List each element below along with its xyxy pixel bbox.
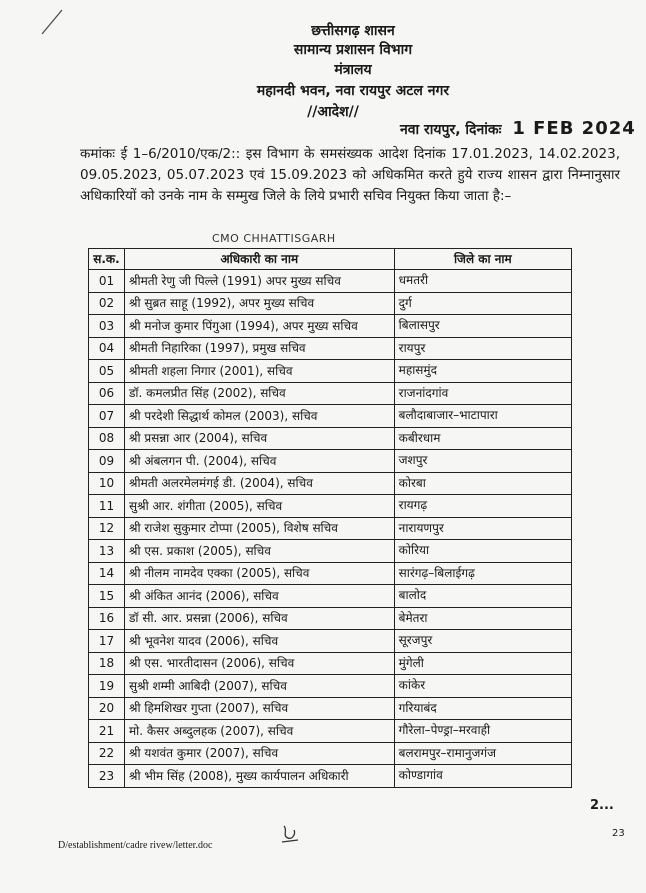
- officer-name-cell: सुश्री शम्मी आबिदी (2007), सचिव: [124, 675, 394, 698]
- serial-cell: 10: [89, 472, 125, 495]
- header-address: महानदी भवन, नवा रायपुर अटल नगर: [256, 83, 450, 99]
- header-government: छत्तीसगढ़ शासन: [311, 23, 395, 39]
- page-number: 23: [612, 828, 625, 839]
- serial-cell: 05: [89, 360, 125, 383]
- serial-cell: 06: [89, 382, 125, 405]
- district-cell: कोण्डागांव: [394, 765, 571, 788]
- watermark-text: CMO CHHATTISGARH: [212, 232, 336, 245]
- serial-cell: 12: [89, 517, 125, 540]
- serial-cell: 17: [89, 630, 125, 653]
- serial-cell: 23: [89, 765, 125, 788]
- table-row: [89, 427, 572, 450]
- table-row: [89, 337, 572, 360]
- officer-name-cell: श्रीमती अलरमेलमंगई डी. (2004), सचिव: [124, 472, 394, 495]
- officer-name-cell: श्रीमती निहारिका (1997), प्रमुख सचिव: [124, 337, 394, 360]
- serial-cell: 14: [89, 562, 125, 585]
- table-header-row: [89, 249, 572, 270]
- officer-name-cell: श्री मनोज कुमार पिंगुआ (1994), अपर मुख्य सचिव: [124, 315, 394, 338]
- district-cell: बेमेतरा: [394, 607, 571, 630]
- district-cell: बिलासपुर: [394, 315, 571, 338]
- order-body: [80, 144, 620, 207]
- serial-cell: 21: [89, 720, 125, 743]
- date-label: नवा रायपुर, दिनांकः: [400, 122, 502, 138]
- officer-name-cell: श्री एस. भारतीदासन (2006), सचिव: [124, 652, 394, 675]
- table-row: [89, 382, 572, 405]
- district-cell: मुंगेली: [394, 652, 571, 675]
- officer-name-cell: श्री भीम सिंह (2008), मुख्य कार्यपालन अधिकारी: [124, 765, 394, 788]
- table-row: [89, 562, 572, 585]
- serial-cell: 18: [89, 652, 125, 675]
- officer-name-cell: श्री प्रसन्ना आर (2004), सचिव: [124, 427, 394, 450]
- district-cell: गौरेला–पेण्ड्रा–मरवाही: [394, 720, 571, 743]
- serial-cell: 02: [89, 292, 125, 315]
- officer-name-cell: डॉ. कमलप्रीत सिंह (2002), सचिव: [124, 382, 394, 405]
- footer-file-path: D/establishment/cadre rivew/letter.doc: [58, 840, 213, 851]
- district-cell: कोरबा: [394, 472, 571, 495]
- table-row: [89, 292, 572, 315]
- officers-table: [88, 248, 572, 788]
- table-row: [89, 765, 572, 788]
- table-row: [89, 607, 572, 630]
- date-line: [400, 118, 636, 139]
- district-cell: दुर्ग: [394, 292, 571, 315]
- officer-name-cell: श्री सुब्रत साहू (1992), अपर मुख्य सचिव: [124, 292, 394, 315]
- table-row: [89, 742, 572, 765]
- header-officer-name: अधिकारी का नाम: [124, 249, 394, 270]
- district-cell: बलौदाबाजार–भाटापारा: [394, 405, 571, 428]
- serial-cell: 07: [89, 405, 125, 428]
- officer-name-cell: श्रीमती शहला निगार (2001), सचिव: [124, 360, 394, 383]
- table-row: [89, 270, 572, 293]
- table-body: [89, 270, 572, 788]
- district-cell: सारंगढ़–बिलाईगढ़: [394, 562, 571, 585]
- header-order-title: //आदेश//: [307, 104, 359, 120]
- district-cell: नारायणपुर: [394, 517, 571, 540]
- table-row: [89, 585, 572, 608]
- officer-name-cell: श्री एस. प्रकाश (2005), सचिव: [124, 540, 394, 563]
- officer-name-cell: डॉ सी. आर. प्रसन्ना (2006), सचिव: [124, 607, 394, 630]
- district-cell: रायगढ़: [394, 495, 571, 518]
- district-cell: गरियाबंद: [394, 697, 571, 720]
- table-row: [89, 517, 572, 540]
- serial-cell: 22: [89, 742, 125, 765]
- officer-name-cell: सुश्री आर. शंगीता (2005), सचिव: [124, 495, 394, 518]
- header-department: सामान्य प्रशासन विभाग: [293, 42, 413, 58]
- officer-name-cell: श्री यशवंत कुमार (2007), सचिव: [124, 742, 394, 765]
- header-serial: स.क.: [89, 249, 125, 270]
- serial-cell: 11: [89, 495, 125, 518]
- initials-signature-icon: [278, 822, 302, 846]
- serial-cell: 13: [89, 540, 125, 563]
- table-row: [89, 405, 572, 428]
- district-cell: जशपुर: [394, 450, 571, 473]
- table-row: [89, 472, 572, 495]
- serial-cell: 20: [89, 697, 125, 720]
- serial-cell: 19: [89, 675, 125, 698]
- order-paragraph: कमांकः ई 1–6/2010/एक/2:: इस विभाग के समसंख्यक आदेश दिनांक 17.01.2023, 14.02.2023, 09.05.2023, 05.07.2023 एवं 15.09.2023 को अधिकमित करते हुये राज्य शासन द्वारा निम्नानुसार अधिकारियों को उनके नाम के सम्मुख जिले के लिये प्रभारी सचिव नियुक्त किया जाता है:–: [80, 146, 620, 204]
- table-row: [89, 450, 572, 473]
- district-cell: महासमुंद: [394, 360, 571, 383]
- district-cell: कोरिया: [394, 540, 571, 563]
- officer-name-cell: मो. कैसर अब्दुलहक (2007), सचिव: [124, 720, 394, 743]
- officer-name-cell: श्री भूवनेश यादव (2006), सचिव: [124, 630, 394, 653]
- table-row: [89, 540, 572, 563]
- district-cell: बलरामपुर–रामानुजगंज: [394, 742, 571, 765]
- officer-name-cell: श्रीमती रेणु जी पिल्ले (1991) अपर मुख्य सचिव: [124, 270, 394, 293]
- header-district-name: जिले का नाम: [394, 249, 571, 270]
- serial-cell: 01: [89, 270, 125, 293]
- date-stamp: 1 FEB 2024: [512, 118, 636, 139]
- officer-name-cell: श्री परदेशी सिद्धार्थ कोमल (2003), सचिव: [124, 405, 394, 428]
- serial-cell: 15: [89, 585, 125, 608]
- continued-marker: 2...: [590, 798, 614, 813]
- table-row: [89, 697, 572, 720]
- serial-cell: 04: [89, 337, 125, 360]
- table-row: [89, 630, 572, 653]
- district-cell: रायपुर: [394, 337, 571, 360]
- officer-name-cell: श्री नीलम नामदेव एक्का (2005), सचिव: [124, 562, 394, 585]
- officer-name-cell: श्री अंबलगन पी. (2004), सचिव: [124, 450, 394, 473]
- district-cell: राजनांदगांव: [394, 382, 571, 405]
- district-cell: सूरजपुर: [394, 630, 571, 653]
- table-row: [89, 675, 572, 698]
- district-cell: बालोद: [394, 585, 571, 608]
- table-row: [89, 720, 572, 743]
- table-row: [89, 315, 572, 338]
- serial-cell: 16: [89, 607, 125, 630]
- officer-name-cell: श्री हिमशिखर गुप्ता (2007), सचिव: [124, 697, 394, 720]
- district-cell: धमतरी: [394, 270, 571, 293]
- serial-cell: 03: [89, 315, 125, 338]
- officer-name-cell: श्री राजेश सुकुमार टोप्पा (2005), विशेष सचिव: [124, 517, 394, 540]
- table-row: [89, 652, 572, 675]
- district-cell: कांकेर: [394, 675, 571, 698]
- serial-cell: 09: [89, 450, 125, 473]
- header-ministry: मंत्रालय: [334, 62, 372, 78]
- serial-cell: 08: [89, 427, 125, 450]
- district-cell: कबीरधाम: [394, 427, 571, 450]
- officer-name-cell: श्री अंकित आनंद (2006), सचिव: [124, 585, 394, 608]
- table-row: [89, 495, 572, 518]
- table-row: [89, 360, 572, 383]
